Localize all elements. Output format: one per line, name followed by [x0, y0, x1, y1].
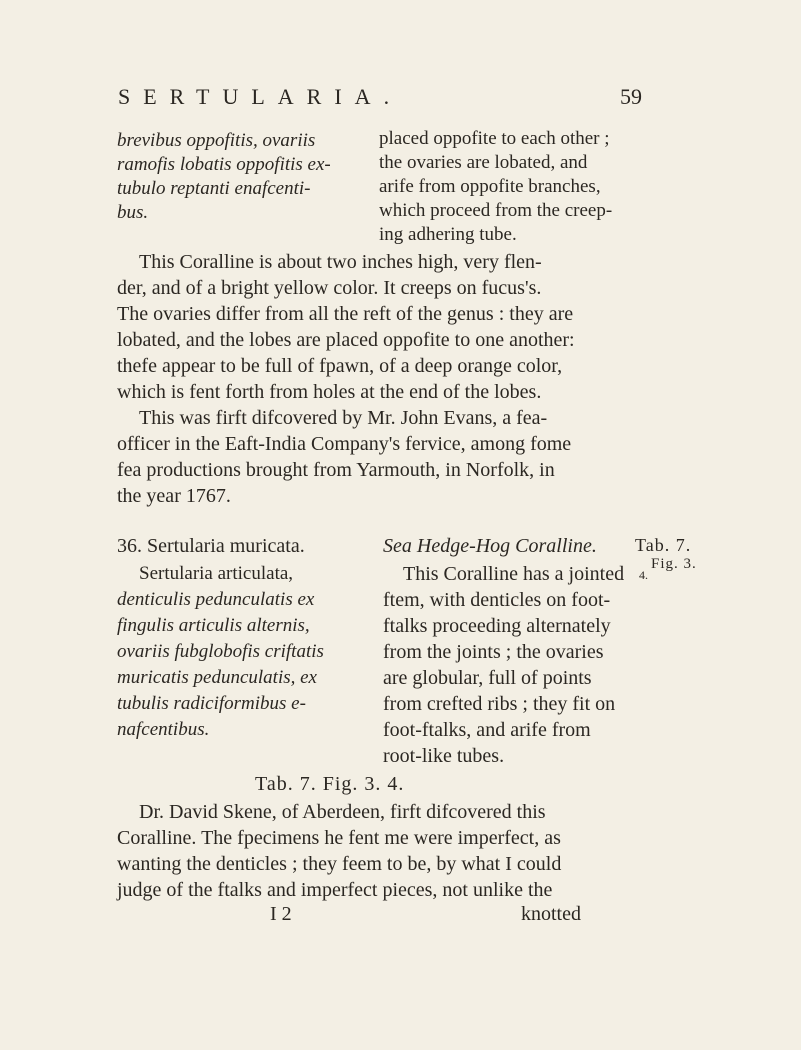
text-line: ftalks proceeding alternately [383, 615, 611, 637]
text-line: judge of the ftalks and imperfect pieces, not unlike the [117, 879, 553, 901]
text-line: Dr. David Skene, of Aberdeen, firft difcovered this [139, 801, 546, 823]
text-line: Coralline. The fpecimens he fent me were imperfect, as [117, 827, 561, 849]
tab-fig-heading: Tab. 7. Fig. 3. 4. [255, 773, 405, 795]
text-line: fingulis articulis alternis, [117, 615, 310, 636]
text-line: bus. [117, 202, 149, 223]
text-line: the year 1767. [117, 485, 231, 507]
text-line: ramofis lobatis oppofitis ex- [117, 154, 331, 175]
text-line: ovariis fubglobofis criftatis [117, 641, 324, 662]
text-line: brevibus oppofitis, ovariis [117, 130, 316, 151]
common-name: Sea Hedge-Hog Coralline. [383, 535, 597, 557]
text-line: root-like tubes. [383, 745, 505, 767]
text-line: are globular, full of points [383, 667, 592, 689]
text-line: The ovaries differ from all the reft of the genus : they are [117, 303, 574, 325]
text-line: der, and of a bright yellow color. It creeps on fucus's. [117, 277, 542, 299]
margin-mark: 4. [639, 568, 648, 582]
text-line: arife from oppofite branches, [379, 176, 601, 197]
text-line: fea productions brought from Yarmouth, in Norfolk, in [117, 459, 555, 481]
text-line: from crefted ribs ; they fit on [383, 693, 616, 715]
text-line: tubulis radiciformibus e- [117, 693, 306, 714]
page-number: 59 [620, 84, 642, 109]
text-line: officer in the Eaft-India Company's fervice, among fome [117, 433, 572, 455]
text-line: thefe appear to be full of fpawn, of a deep orange color, [117, 355, 563, 377]
text-line: wanting the denticles ; they feem to be, by what I could [117, 853, 562, 875]
signature-mark: I 2 [270, 903, 292, 925]
catchword: knotted [521, 903, 581, 925]
fig-reference: Fig. 3. [651, 556, 697, 572]
entry-title: 36. Sertularia muricata. [117, 535, 305, 557]
text-line: ing adhering tube. [379, 224, 517, 245]
text-line: This Coralline is about two inches high, very flen- [139, 251, 542, 273]
text-line: This Coralline has a jointed [403, 563, 625, 585]
text-line: nafcentibus. [117, 719, 210, 740]
text-line: lobated, and the lobes are placed oppofite to one another: [117, 329, 575, 351]
text-line: denticulis pedunculatis ex [117, 589, 315, 610]
text-line: muricatis pedunculatis, ex [117, 667, 317, 688]
running-header: SERTULARIA. [118, 84, 403, 109]
text-line: Sertularia articulata, [139, 563, 294, 584]
text-line: ftem, with denticles on foot- [383, 589, 611, 611]
text-line: the ovaries are lobated, and [379, 152, 588, 173]
text-line: This was firft difcovered by Mr. John Evans, a fea- [139, 407, 548, 429]
text-line: placed oppofite to each other ; [379, 128, 610, 149]
text-line: from the joints ; the ovaries [383, 641, 604, 663]
tab-reference: Tab. 7. [635, 535, 692, 555]
text-line: foot-ftalks, and arife from [383, 719, 591, 741]
text-line: which is fent forth from holes at the end of the lobes. [117, 381, 542, 403]
text-line: which proceed from the creep- [379, 200, 613, 221]
text-line: tubulo reptanti enafcenti- [117, 178, 311, 199]
